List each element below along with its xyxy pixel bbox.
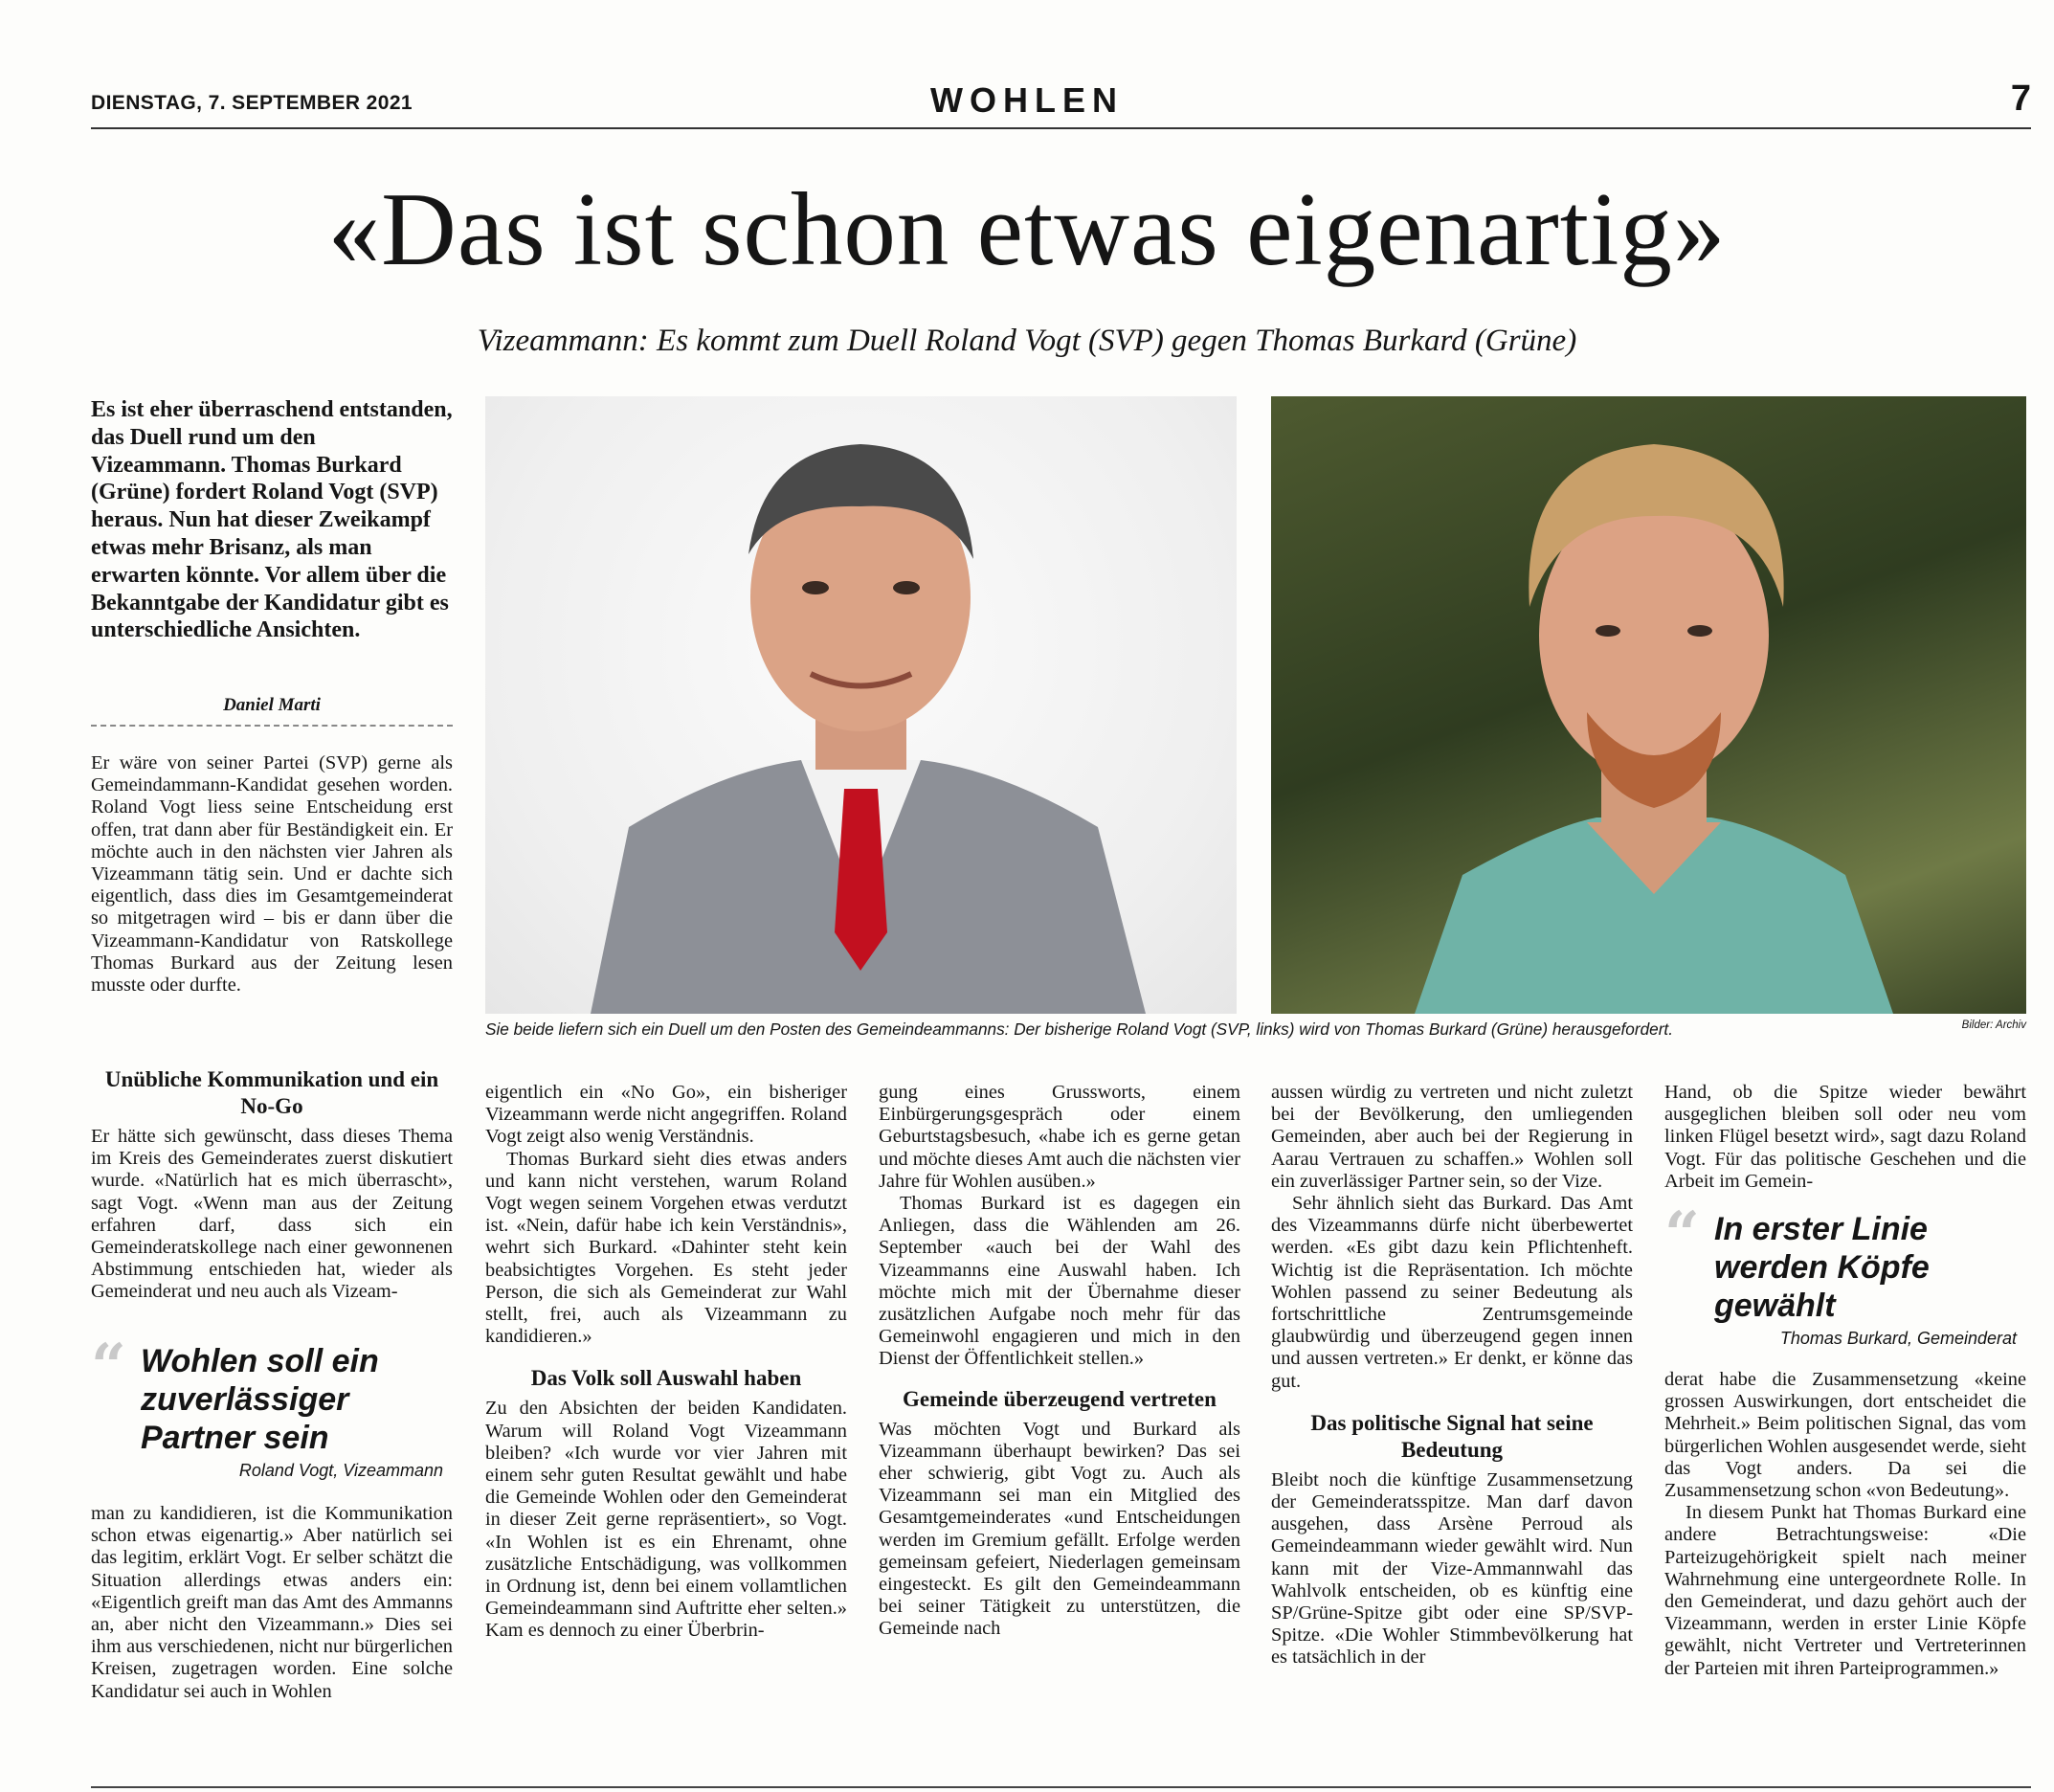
byline-divider (91, 725, 453, 727)
paragraph: Sehr ähnlich sieht das Burkard. Das Amt des Vizeammanns dürfe nicht überbewertet werden. «Es gibt dazu kein Pflichtenheft. Wichtig ist die Repräsentation. Ich möchte Wohlen passend zu seiner Bedeutung als fortschrittliche Zentrumsgemeinde glaubwürdig und überzeugend gegen innen und aussen vertreten.» Er denkt, er könne das gut. (1271, 1193, 1633, 1392)
paragraph: Thomas Burkard sieht dies etwas anders und kann nicht verstehen, warum Roland Vogt wegen seinem Vorgehen etwas verdutzt ist. «Nein, dafür habe ich kein Verständnis», wehrt sich Burkard. «Dahinter steht kein beabsichtigtes Vorgehen. Es steht jeder Person, die sich als Gemeinderat zur Wahl stellt, frei, auch als Vizeammann zu kandidieren.» (485, 1148, 847, 1348)
column-5-top (1664, 1082, 2026, 1193)
quote-mark-icon: “ (1664, 1198, 1700, 1270)
paragraph: man zu kandidieren, ist die Kommunikation schon etwas eigenartig.» Aber natürlich sei das legitim, erklärt Vogt. Er selber schätzt die Situation allerdings etwas anders ein: «Eigentlich greift man das Amt des Ammanns an, aber nicht den Vizeammann.» Dies sei ihm aus verschiedenen, nicht nur bürgerlichen Kreisen, zugetragen worden. Eine solche Kandidatur sei auch in Wohlen (91, 1503, 453, 1702)
subtitle: Vizeammann: Es kommt zum Duell Roland Vogt (SVP) gegen Thomas Burkard (Grüne) (477, 324, 1577, 358)
pull-quote-attribution: Roland Vogt, Vizeammann (238, 1461, 443, 1480)
pull-quote-1 (91, 1331, 453, 1491)
paragraph: gung eines Grussworts, einem Einbürgerungsgespräch oder einem Geburtstagsbesuch, «habe ich es gerne getan und möchte dieses Amt auch die nächsten vier Jahre für Wohlen ausüben.» (879, 1082, 1240, 1192)
photo-caption: Sie beide liefern sich ein Duell um den Posten des Gemeindeammanns: Der bisherige Roland Vogt (SVP, links) wird von Thomas Burkard (Grüne) herausgefordert. (485, 1019, 1673, 1039)
quote-mark-icon: “ (91, 1331, 126, 1402)
subheading: Das Volk soll Auswahl haben (530, 1366, 802, 1391)
footer-rule (91, 1786, 2031, 1788)
subheading: Unübliche Kommunikation und ein No-Go (104, 1067, 439, 1118)
pull-quote-attribution: Thomas Burkard, Gemeinderat (1779, 1329, 2017, 1348)
pull-quote-2 (1664, 1198, 2026, 1359)
lead-paragraph: Es ist eher überraschend entstanden, das Duell rund um den Vizeammann. Thomas Burkard (Grüne) fordert Roland Vogt (SVP) heraus. Nun hat dieser Zweikampf etwas mehr Brisanz, als man erwarten könnte. Vor allem über die Bekanntgabe der Kandidatur gibt es unterschiedliche Ansichten. (91, 397, 453, 643)
paragraph: Er wäre von seiner Partei (SVP) gerne als Gemeindammann-Kandidat gesehen worden. Roland Vogt liess seine Entscheidung erst offen, trat dann aber für Beständigkeit ein. Er möchte auch in den nächsten vier Jahren als Vizeammann tätig sein. Und er dachte sich eigentlich, dass dies im Gesamtgemeinderat so mitgetragen wird – bis er dann über die Vizeammann-Kandidatur von Ratskollege Thomas Burkard aus der Zeitung lesen musste oder durfte. (91, 752, 453, 997)
header-rule (91, 127, 2031, 129)
column-4 (1271, 1082, 1633, 1669)
paragraph: derat habe die Zusammensetzung «keine grossen Auswirkungen, dort entscheidet die Mehrheit.» Beim politischen Signal, das vom bürgerlichen Wohlen ausgesendet werde, sieht das Vogt anders. Da sei die Zusammensetzung schon «von Bedeutung». (1664, 1369, 2026, 1502)
author-byline: Daniel Marti (223, 695, 321, 715)
photo-roland-vogt (485, 396, 1237, 1014)
subheading: Das politische Signal hat seine Bedeutung (1310, 1410, 1594, 1462)
column-2 (485, 1082, 847, 1643)
column-5-bottom (1664, 1369, 2026, 1680)
issue-date: DIENSTAG, 7. SEPTEMBER 2021 (91, 92, 413, 114)
paragraph: Bleibt noch die künftige Zusammensetzung der Gemeinderatsspitze. Man darf davon ausgehen, dass Arsène Perroud als Gemeindeammann wieder gewählt wird. Nun kann mit der Vize-Ammannwahl das Wahlvolk entscheiden, ob es künftig eine SP/Grüne-Spitze gibt oder eine SP/SVP-Spitze. «Die Wohler Stimmbevölkerung hat es tatsächlich in der (1271, 1468, 1633, 1669)
portrait-burkard-illustration (1271, 396, 2026, 1014)
pull-quote-text: Wohlen soll ein zuverlässiger Partner sein (141, 1343, 379, 1456)
paragraph: Thomas Burkard ist es dagegen ein Anliegen, dass die Wählenden am 26. September «auch bei der Wahl des Vizeammanns eine Auswahl haben. Ich möchte mich mit der Übernahme dieser zusätzlichen Aufgabe noch mehr für das Gemeinwohl engagieren und mich in den Dienst der Öffentlichkeit stellen.» (879, 1193, 1240, 1370)
headline: «Das ist schon etwas eigenartig» (327, 171, 1727, 287)
column-3 (879, 1082, 1240, 1641)
photo-credit: Bilder: Archiv (1961, 1019, 2026, 1031)
column-1-bottom (91, 1503, 453, 1703)
section-title: WOHLEN (930, 80, 1124, 120)
column-1-mid (91, 1066, 453, 1304)
paragraph: Was möchten Vogt und Burkard als Vizeammann überhaupt bewirken? Das sei eher schwierig, gibt Vogt zu. Auch als Vizeammann sei man ein Mitglied des Gesamtgemeinderates «und Entscheidungen werden im Gremium gefällt. Erfolge werden gemeinsam gefeiert, Niederlagen gemeinsam eingesteckt. Es gilt den Gemeindeammann bei seiner Tätigkeit zu unterstützen, die Gemeinde nach (879, 1418, 1240, 1640)
subheading: Gemeinde überzeugend vertreten (903, 1386, 1217, 1411)
photo-thomas-burkard (1271, 396, 2026, 1014)
paragraph: eigentlich ein «No Go», ein bisheriger Vizeammann werde nicht angegriffen. Roland Vogt zeigt also wenig Verständnis. (485, 1082, 847, 1148)
paragraph: Er hätte sich gewünscht, dass dieses Thema im Kreis des Gemeinderates zuerst diskutiert wurde. «Natürlich hat es mich überrascht», sagt Vogt. «Wenn man aus der Zeitung erfahren darf, dass sich ein Gemeinderatskollege nach einer gewonnenen Abstimmung entschieden hat, wieder als Gemeinderat und neu auch als Vizeam- (91, 1126, 453, 1303)
portrait-vogt-illustration (485, 396, 1237, 1014)
pull-quote-text: In erster Linie werden Köpfe gewählt (1714, 1211, 1930, 1324)
paragraph: In diesem Punkt hat Thomas Burkard eine andere Betrachtungsweise: «Die Parteizugehörigkeit spielt nach meiner Wahrnehmung eine untergeordnete Rolle. In den Gemeinderat, und dazu gehört auch der Vizeammann, werden in erster Linie Köpfe gewählt, nicht Vertreter und Vertreterinnen der Parteien mit ihren Parteiprogrammen.» (1664, 1502, 2026, 1679)
paragraph: aussen würdig zu vertreten und nicht zuletzt bei der Bevölkerung, den umliegenden Gemeinden, aber auch bei der Regierung in Aarau Vertrauen zu schaffen.» Wohlen soll ein zuverlässiger Partner sein, so der Vize. (1271, 1082, 1633, 1192)
page-number: 7 (2010, 78, 2031, 119)
paragraph: Hand, ob die Spitze wieder bewährt ausgeglichen bleiben soll oder neu vom linken Flügel besetzt wird», sagt dazu Roland Vogt. Für das politische Geschehen und die Arbeit im Gemein- (1664, 1082, 2026, 1192)
column-1-top (91, 752, 453, 997)
paragraph: Zu den Absichten der beiden Kandidaten. Warum will Roland Vogt Vizeammann bleiben? «Ich wurde vor vier Jahren mit einem sehr guten Resultat gewählt und habe die Gemeinde Wohlen oder den Gemeinderat in dieser Zeit gerne repräsentiert», so Vogt. «In Wohlen ist es ein Ehrenamt, ohne zusätzliche Entschädigung, was vollkommen in Ordnung ist, denn bei einem vollamtlichen Gemeindeammann sind Auftritte eher selten.» Kam es dennoch zu einer Überbrin- (485, 1398, 847, 1642)
